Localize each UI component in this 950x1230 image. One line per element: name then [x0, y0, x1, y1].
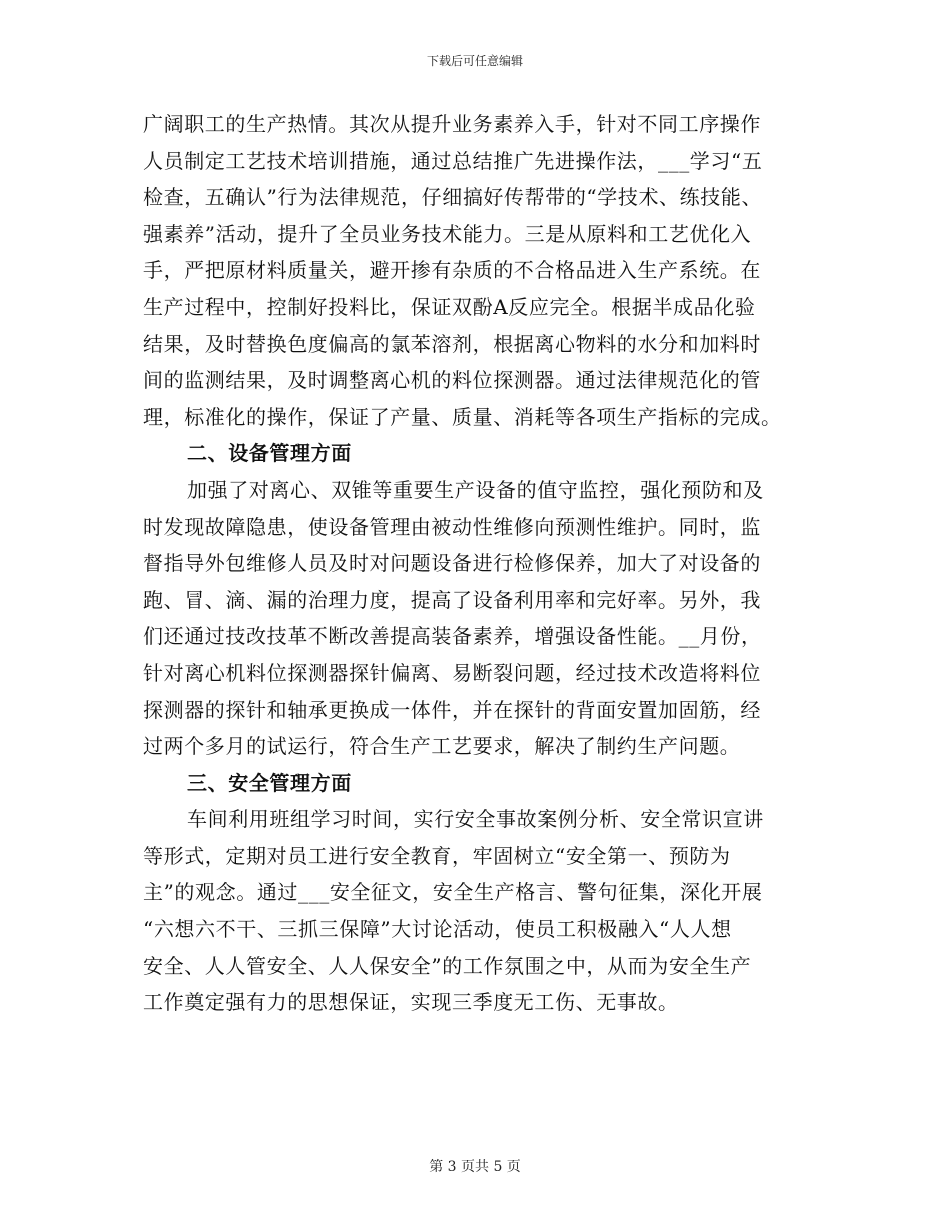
body-line: 加强了对离心、双锥等重要生产设备的值守监控，强化预防和及 — [187, 477, 764, 502]
document-body — [143, 106, 811, 1021]
body-line: 等形式，定期对员工进行安全教育，牢固树立“安全第一、预防为 — [143, 843, 731, 868]
body-line: 过两个多月的试运行，符合生产工艺要求，解决了制约生产问题。 — [143, 734, 741, 759]
body-line: 间的监测结果，及时调整离心机的料位探测器。通过法律规范化的管 — [143, 368, 761, 393]
page-header: 下载后可任意编辑 — [426, 54, 523, 68]
body-line: 理，标准化的操作，保证了产量、质量、消耗等各项生产指标的完成。 — [143, 404, 782, 429]
body-line: 主”的观念。通过___安全征文，安全生产格言、警句征集，深化开展 — [143, 880, 763, 905]
body-line: 强素养”活动，提升了全员业务技术能力。三是从原料和工艺优化入 — [143, 221, 752, 246]
body-line: 人员制定工艺技术培训措施，通过总结推广先进操作法，___学习“五 — [143, 148, 763, 173]
body-line: 广阔职工的生产热情。其次从提升业务素养入手，针对不同工序操作 — [143, 112, 761, 136]
body-line: 手，严把原材料质量关，避开掺有杂质的不合格品进入生产系统。在 — [143, 258, 761, 283]
body-line: 安全、人人管安全、人人保安全”的工作氛围之中，从而为安全生产 — [143, 953, 752, 978]
body-line: 们还通过技改技革不断改善提高装备素养，增强设备性能。__月份， — [143, 624, 762, 649]
body-line: 生产过程中，控制好投料比，保证双酚A反应完全。根据半成品化验 — [143, 294, 756, 319]
body-line: 时发现故障隐患，使设备管理由被动性维修向预测性维护。同时，监 — [143, 514, 761, 539]
body-line: 跑、冒、滴、漏的治理力度，提高了设备利用率和完好率。另外，我 — [143, 587, 761, 612]
body-line: 工作奠定强有力的思想保证，实现三季度无工伤、无事故。 — [143, 990, 679, 1015]
body-line: 检查，五确认”行为法律规范，仔细搞好传帮带的“学技术、练技能、 — [143, 185, 763, 210]
section-heading-equipment: 二、设备管理方面 — [187, 441, 352, 466]
page-footer: 第 3 页共 5 页 — [429, 1159, 521, 1175]
body-line: 结果，及时替换色度偏高的氯苯溶剂，根据离心物料的水分和加料时 — [143, 331, 761, 356]
body-line: 探测器的探针和轴承更换成一体件，并在探针的背面安置加固筋，经 — [143, 697, 761, 722]
body-line: 车间利用班组学习时间，实行安全事故案例分析、安全常识宣讲 — [187, 807, 764, 832]
body-line: 针对离心机料位探测器探针偏离、易断裂问题，经过技术改造将料位 — [143, 660, 761, 685]
body-line: 督指导外包维修人员及时对问题设备进行检修保养，加大了对设备的 — [143, 551, 761, 576]
body-line: “六想六不干、三抓三保障”大讨论活动，使员工积极融入“人人想 — [143, 917, 732, 942]
section-heading-safety: 三、安全管理方面 — [187, 770, 352, 795]
